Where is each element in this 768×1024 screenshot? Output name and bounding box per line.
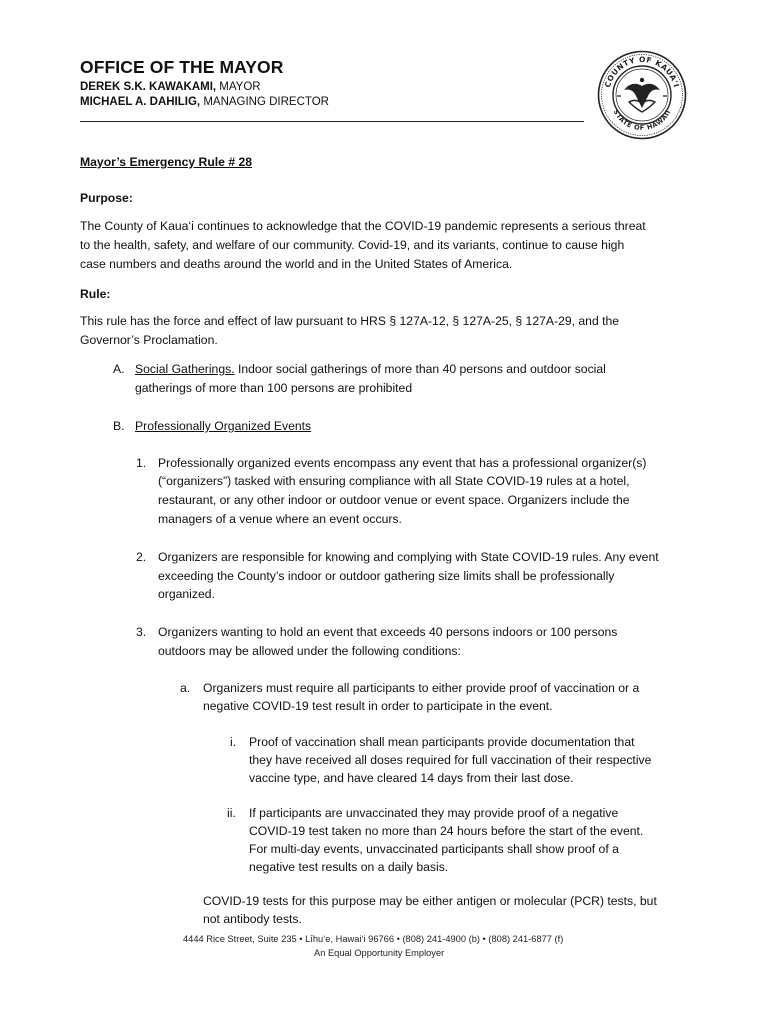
section-a-marker: A. [113,362,125,376]
item-marker: 3. [136,625,147,639]
section-a-line [135,360,606,379]
director-line [80,95,329,110]
roman-item-marker: ii. [227,806,236,820]
roman-item-marker: i. [230,735,237,749]
roman-item-line: Proof of vaccination shall mean participants provide documentation that [249,735,635,749]
rule-line: Governor’s Proclamation. [80,333,218,347]
section-a-line: gatherings of more than 100 persons are prohibited [135,381,413,395]
purpose-heading: Purpose: [80,191,133,205]
item-line: Organizers wanting to hold an event that exceeds 40 persons indoors or 100 persons [158,625,618,639]
item-marker: 1. [136,456,147,470]
item-line: restaurant, or any other indoor or outdoor venue or event space. Organizers include the [158,493,630,507]
item-line: exceeding the County’s indoor or outdoor gathering size limits shall be professionally [158,569,615,583]
item-line: Organizers are responsible for knowing and complying with State COVID-19 rules. Any event [158,550,659,564]
roman-item-line: they have received all doses required for full vaccination of their respective [249,753,652,767]
roman-item-line: If participants are unvaccinated they may provide proof of a negative [249,806,619,820]
mayor-line [80,80,261,95]
tests-note-line: not antibody tests. [203,912,302,926]
rule-line: This rule has the force and effect of law pursuant to HRS § 127A-12, § 127A-25, § 127A-29, and the [80,314,620,328]
svg-text:STATE OF HAWAII: STATE OF HAWAII [611,108,673,133]
rule-title: Mayor’s Emergency Rule # 28 [80,155,253,169]
roman-item-line: vaccine type, and have cleared 14 days from their last dose. [249,771,574,785]
roman-item-line: negative test results on a daily basis. [249,860,449,874]
sub-item-line: negative COVID-19 test result in order to participate in the event. [203,699,553,713]
footer-employer: An Equal Opportunity Employer [314,948,445,958]
sub-item-marker: a. [180,681,191,695]
section-a-text: Indoor social gatherings of more than 40 persons and outdoor social [234,362,606,376]
director-role: MANAGING DIRECTOR [200,96,329,108]
purpose-line: The County of Kaua‘i continues to acknowledge that the COVID-19 pandemic represents a serious threat [80,219,646,233]
header-divider [80,121,584,122]
item-line: organized. [158,587,215,601]
roman-item-line: COVID-19 test taken no more than 24 hours before the start of the event. [249,824,644,838]
rule-heading: Rule: [80,287,111,301]
mayor-role: MAYOR [216,81,261,93]
director-name: MICHAEL A. DAHILIG, [80,96,201,108]
svg-text:COUNTY OF KAUA'I: COUNTY OF KAUA'I [602,54,682,89]
footer-address: 4444 Rice Street, Suite 235 • Līhu‘e, Hawai‘i 96766 • (808) 241-4900 (b) • (808) 241-6877 (f) [183,934,564,944]
section-b-heading: Professionally Organized Events [135,419,312,433]
roman-item-line: For multi-day events, unvaccinated participants shall show proof of a [249,842,619,856]
section-b-marker: B. [113,419,125,433]
section-a-heading: Social Gatherings. [135,362,235,376]
office-title: OFFICE OF THE MAYOR [80,57,284,77]
purpose-line: case numbers and deaths around the world and in the United States of America. [80,257,513,271]
item-line: outdoors may be allowed under the following conditions: [158,644,461,658]
mayor-name: DEREK S.K. KAWAKAMI, [80,81,217,93]
item-line: (“organizers”) tasked with ensuring compliance with all State COVID-19 rules at a hotel, [158,474,630,488]
sub-item-line: Organizers must require all participants to either provide proof of vaccination or a [203,681,640,695]
item-marker: 2. [136,550,147,564]
item-line: managers of a venue where an event occurs. [158,512,402,526]
county-seal-icon [597,50,687,140]
purpose-line: to the health, safety, and welfare of our community. Covid-19, and its variants, continue to cause high [80,238,625,252]
tests-note-line: COVID-19 tests for this purpose may be either antigen or molecular (PCR) tests, but [203,894,657,908]
item-line: Professionally organized events encompass any event that has a professional organizer(s) [158,456,647,470]
